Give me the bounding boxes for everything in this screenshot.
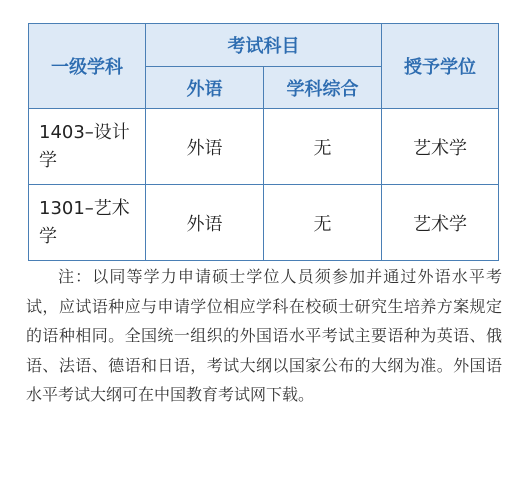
note-text: 注：以同等学力申请硕士学位人员须参加并通过外语水平考试，应试语种应与申请学位相应学科在校硕士研究生培养方案规定的语种相同。全国统一组织的外国语水平考试主要语种为英语、俄语、法语、德语和日语，考试大纲以国家公布的大纲为准。外国语水平考试大纲可在中国教育考试网下载。	[26, 267, 502, 404]
header-degree: 授予学位	[382, 24, 499, 109]
header-exam-subjects: 考试科目	[146, 24, 382, 67]
cell-language: 外语	[146, 185, 264, 261]
table-header-row-1	[29, 24, 499, 67]
degree-table-container	[28, 23, 498, 261]
header-subject: 一级学科	[29, 24, 146, 109]
table-row	[29, 109, 499, 185]
degree-table	[28, 23, 499, 261]
cell-language: 外语	[146, 109, 264, 185]
header-comprehensive: 学科综合	[264, 67, 382, 109]
cell-degree: 艺术学	[382, 185, 499, 261]
cell-subject: 1301–艺术学	[29, 185, 146, 261]
cell-comprehensive: 无	[264, 185, 382, 261]
note-paragraph	[26, 262, 502, 410]
cell-degree: 艺术学	[382, 109, 499, 185]
cell-comprehensive: 无	[264, 109, 382, 185]
cell-subject: 1403–设计学	[29, 109, 146, 185]
table-row	[29, 185, 499, 261]
header-foreign-language: 外语	[146, 67, 264, 109]
